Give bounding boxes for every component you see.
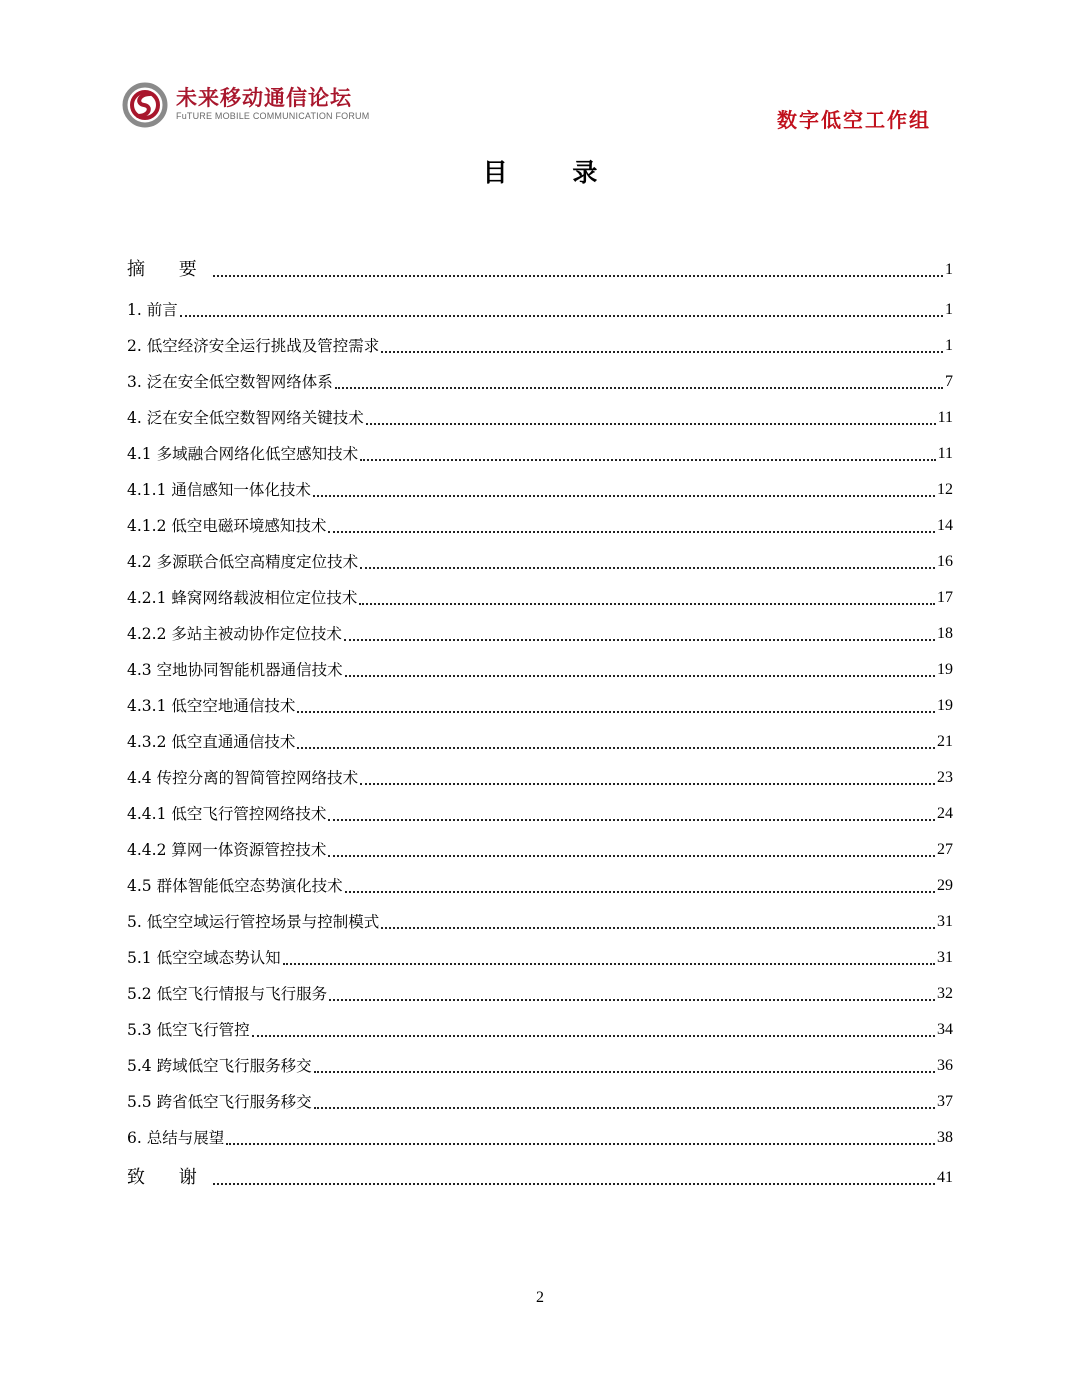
dot-leader bbox=[328, 855, 935, 857]
toc-entry[interactable] bbox=[127, 546, 953, 576]
toc-entry-page: 31 bbox=[937, 949, 953, 966]
toc-entry-page: 27 bbox=[937, 841, 953, 858]
toc-entry-page: 1 bbox=[945, 261, 953, 278]
toc-entry[interactable] bbox=[127, 474, 953, 504]
toc-entry-page: 31 bbox=[937, 913, 953, 930]
toc-entry[interactable] bbox=[127, 834, 953, 864]
toc-entry-title: 4.4.2 算网一体资源管控技术 bbox=[127, 841, 327, 859]
dot-leader bbox=[213, 1183, 935, 1185]
toc-entry-title: 致 谢 bbox=[127, 1167, 211, 1188]
dot-leader bbox=[381, 927, 935, 929]
dot-leader bbox=[360, 783, 935, 785]
toc-entry[interactable] bbox=[127, 906, 953, 936]
toc-entry[interactable] bbox=[127, 294, 953, 324]
toc-entry-title: 5.3 低空飞行管控 bbox=[127, 1021, 250, 1039]
toc-entry-title: 4. 泛在安全低空数智网络关键技术 bbox=[127, 409, 364, 427]
toc-entry[interactable] bbox=[127, 870, 953, 900]
toc-entry-title: 4.2.2 多站主被动协作定位技术 bbox=[127, 625, 342, 643]
toc-entry-page: 24 bbox=[937, 805, 953, 822]
toc-entry-title: 5.1 低空空域态势认知 bbox=[127, 949, 281, 967]
dot-leader bbox=[344, 639, 935, 641]
toc-entry-page: 38 bbox=[937, 1129, 953, 1146]
toc-entry[interactable] bbox=[127, 726, 953, 756]
dot-leader bbox=[297, 711, 935, 713]
toc-entry[interactable] bbox=[127, 978, 953, 1008]
toc-entry-page: 14 bbox=[937, 517, 953, 534]
dot-leader bbox=[328, 819, 935, 821]
page-number: 2 bbox=[536, 1289, 544, 1306]
toc-entry-title: 6. 总结与展望 bbox=[127, 1129, 225, 1147]
toc-entry-page: 17 bbox=[937, 589, 953, 606]
toc-entry-title: 4.4 传控分离的智简管控网络技术 bbox=[127, 769, 359, 787]
toc-entry-page: 11 bbox=[937, 445, 953, 462]
toc-entry-page: 18 bbox=[937, 625, 953, 642]
toc-entry-title: 4.1 多域融合网络化低空感知技术 bbox=[127, 445, 359, 463]
toc-entry-page: 36 bbox=[937, 1057, 953, 1074]
toc-entry[interactable] bbox=[127, 690, 953, 720]
toc-entry-title: 2. 低空经济安全运行挑战及管控需求 bbox=[127, 337, 380, 355]
toc-entry[interactable] bbox=[127, 510, 953, 540]
toc-entry[interactable] bbox=[127, 654, 953, 684]
dot-leader bbox=[345, 891, 935, 893]
toc-entry-page: 11 bbox=[937, 409, 953, 426]
toc-entry-title: 4.1.2 低空电磁环境感知技术 bbox=[127, 517, 327, 535]
toc-entry-page: 1 bbox=[945, 337, 953, 354]
forum-name-en: FuTURE MOBILE COMMUNICATION FORUM bbox=[176, 111, 370, 121]
toc-entry-page: 23 bbox=[937, 769, 953, 786]
dot-leader bbox=[180, 315, 943, 317]
toc-entry[interactable] bbox=[127, 942, 953, 972]
toc-entry-page: 19 bbox=[937, 697, 953, 714]
toc-entry[interactable] bbox=[127, 366, 953, 396]
toc-entry-page: 7 bbox=[945, 373, 953, 390]
toc-entry[interactable] bbox=[127, 402, 953, 432]
dot-leader bbox=[360, 567, 935, 569]
toc-entry-title: 4.5 群体智能低空态势演化技术 bbox=[127, 877, 343, 895]
toc-entry[interactable] bbox=[127, 254, 953, 284]
toc-entry-title: 4.3.2 低空直通通信技术 bbox=[127, 733, 296, 751]
toc-entry[interactable] bbox=[127, 438, 953, 468]
toc-entry[interactable] bbox=[127, 582, 953, 612]
toc-entry-title: 4.3.1 低空空地通信技术 bbox=[127, 697, 296, 715]
toc-entry-title: 3. 泛在安全低空数智网络体系 bbox=[127, 373, 333, 391]
working-group-name: 数字低空工作组 bbox=[777, 108, 931, 132]
toc-entry[interactable] bbox=[127, 798, 953, 828]
toc-entry[interactable] bbox=[127, 1162, 953, 1192]
toc-entry-title: 5. 低空空域运行管控场景与控制模式 bbox=[127, 913, 380, 931]
toc-entry-title: 5.5 跨省低空飞行服务移交 bbox=[127, 1093, 312, 1111]
toc-entry-title: 5.2 低空飞行情报与飞行服务 bbox=[127, 985, 328, 1003]
toc-entry-title: 5.4 跨域低空飞行服务移交 bbox=[127, 1057, 312, 1075]
toc-heading: 目 录 bbox=[482, 158, 626, 187]
dot-leader bbox=[297, 747, 935, 749]
forum-logo-icon bbox=[122, 82, 168, 128]
toc-entry-page: 1 bbox=[945, 301, 953, 318]
toc-entry-page: 32 bbox=[937, 985, 953, 1002]
toc-entry-title: 摘 要 bbox=[127, 259, 211, 280]
dot-leader bbox=[345, 675, 935, 677]
dot-leader bbox=[381, 351, 943, 353]
dot-leader bbox=[360, 459, 936, 461]
toc-entry[interactable] bbox=[127, 330, 953, 360]
toc-entry-title: 4.1.1 通信感知一体化技术 bbox=[127, 481, 311, 499]
toc-entry-page: 12 bbox=[937, 481, 953, 498]
toc-entry-title: 4.3 空地协同智能机器通信技术 bbox=[127, 661, 343, 679]
toc-entry-page: 21 bbox=[937, 733, 953, 750]
dot-leader bbox=[359, 603, 935, 605]
dot-leader bbox=[329, 999, 935, 1001]
dot-leader bbox=[313, 495, 935, 497]
forum-name-cn: 未来移动通信论坛 bbox=[176, 86, 352, 110]
toc-entry[interactable] bbox=[127, 1122, 953, 1152]
toc-entry-title: 4.4.1 低空飞行管控网络技术 bbox=[127, 805, 327, 823]
toc-entry-page: 29 bbox=[937, 877, 953, 894]
toc-entry[interactable] bbox=[127, 762, 953, 792]
dot-leader bbox=[283, 963, 935, 965]
dot-leader bbox=[314, 1071, 935, 1073]
toc-entry-title: 1. 前言 bbox=[127, 301, 178, 319]
page-header bbox=[0, 0, 1080, 150]
dot-leader bbox=[213, 275, 943, 277]
toc-entry[interactable] bbox=[127, 618, 953, 648]
toc-entry-title: 4.2 多源联合低空高精度定位技术 bbox=[127, 553, 359, 571]
toc-entry-page: 16 bbox=[937, 553, 953, 570]
toc-entry[interactable] bbox=[127, 1086, 953, 1116]
toc-entry-title: 4.2.1 蜂窝网络载波相位定位技术 bbox=[127, 589, 358, 607]
dot-leader bbox=[226, 1143, 935, 1145]
toc-entry[interactable] bbox=[127, 1050, 953, 1080]
dot-leader bbox=[328, 531, 935, 533]
toc-entry-page: 37 bbox=[937, 1093, 953, 1110]
dot-leader bbox=[314, 1107, 935, 1109]
toc-entry[interactable] bbox=[127, 1014, 953, 1044]
dot-leader bbox=[335, 387, 943, 389]
dot-leader bbox=[366, 423, 936, 425]
toc-entry-page: 41 bbox=[937, 1169, 953, 1186]
toc-entry-page: 34 bbox=[937, 1021, 953, 1038]
dot-leader bbox=[252, 1035, 935, 1037]
toc-entry-page: 19 bbox=[937, 661, 953, 678]
